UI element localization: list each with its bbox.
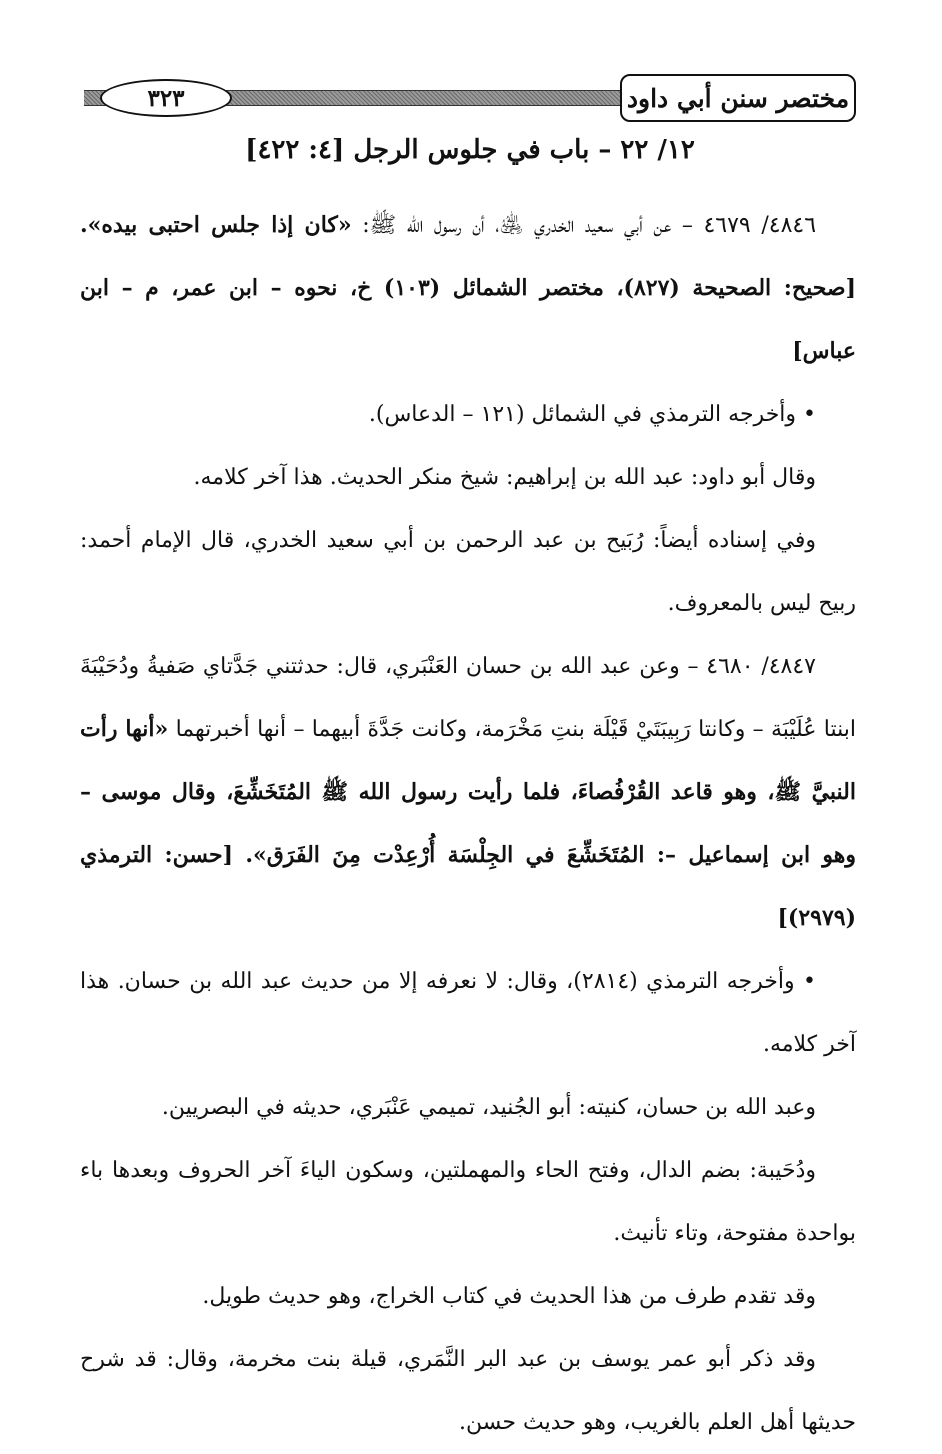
hadith-4847 — [80, 635, 856, 950]
page-header — [84, 74, 856, 122]
commentary-paragraph: • وأخرجه الترمذي (٢٨١٤)، وقال: لا نعرفه إلا من حديث عبد الله بن حسان. هذا آخر كلامه. — [80, 969, 856, 1057]
hadith-4847-text: ٤٨٤٧/ ٤٦٨٠ – وعن عبد الله بن حسان العَنْبَري، قال: حدثتني جَدَّتاي صَفيةُ ودُحَيْبَةَ ابنتا عُلَيْبَة – وكانتا رَبِيبَتَيْ قَيْلَة بنتِ مَخْرَمة، وكانت جَدَّةَ أبيهما – أنها أخبرتهما — [80, 654, 856, 742]
book-title: مختصر سنن أبي داود — [620, 74, 856, 122]
hadith-4846-text: ٤٨٤٦/ ٤٦٧٩ – عن أبي سعيد الخدري ﵁، أن رسول الله ﷺ: — [351, 213, 817, 238]
commentary-paragraph: وقال أبو داود: عبد الله بن إبراهيم: شيخ منكر الحديث. هذا آخر كلامه. — [193, 465, 816, 490]
commentary-paragraph: ودُحَيبة: بضم الدال، وفتح الحاء والمهملتين، وسكون الياءَ آخر الحروف وبعدها باء بواحدة مفتوحة، وتاء تأنيث. — [80, 1158, 856, 1246]
commentary-paragraph: وقد تقدم طرف من هذا الحديث في كتاب الخراج، وهو حديث طويل. — [202, 1284, 816, 1309]
commentary-paragraph: وعبد الله بن حسان، كنيته: أبو الجُنيد، تميمي عَنْبَري، حديثه في البصريين. — [161, 1095, 816, 1120]
hadith-4847-matn: «أنها رأت النبيَّ ﷺ، وهو قاعد القُرْفُصاءَ، فلما رأيت رسول الله ﷺ المُتَخَشِّعَ، وقال موسى – وهو ابن إسماعيل –: المُتَخَشِّعَ في الجِلْسَة أُرْعِدْت مِنَ الفَرَق». [حسن: الترمذي (٢٩٧٩)] — [80, 716, 856, 931]
page-body — [80, 194, 856, 1454]
commentary-paragraph: وقد ذكر أبو عمر يوسف بن عبد البر النَّمَري، قيلة بنت مخرمة، وقال: قد شرح حديثها أهل العلم بالغريب، وهو حديث حسن. — [80, 1347, 856, 1435]
commentary-paragraph: • وأخرجه الترمذي في الشمائل (١٢١ – الدعاس). — [368, 402, 816, 427]
commentary-paragraph: وفي إسناده أيضاً: رُبَيح بن عبد الرحمن بن أبي سعيد الخدري، قال الإمام أحمد: ربيح ليس بالمعروف. — [80, 528, 856, 616]
hadith-4846-matn: «كان إذا جلس احتبى بيده». [صحيح: الصحيحة (٨٢٧)، مختصر الشمائل (١٠٣) خ، نحوه – ابن عمر، م – ابن عباس] — [80, 212, 856, 364]
hadith-4846 — [80, 194, 856, 383]
page-number: ٣٢٣ — [100, 79, 232, 117]
chapter-heading: ١٢/ ٢٢ – باب في جلوس الرجل [٤: ٤٢٢] — [245, 135, 695, 165]
